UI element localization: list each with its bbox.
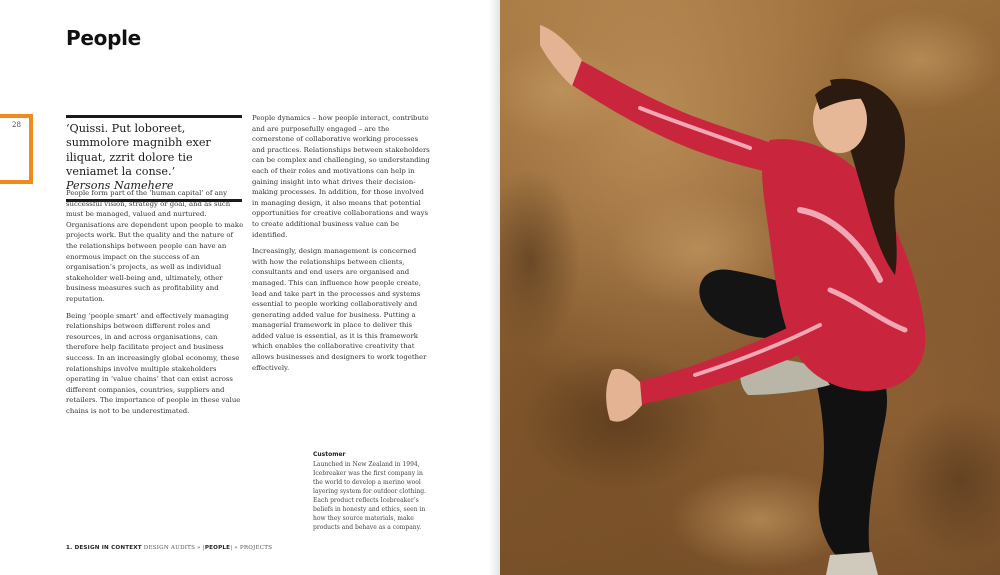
body-paragraph: Increasingly, design management is concerned with how the relationships between clients, consultants and end users are organised and managed. This can influence how people create, lead and take part in the processes and systems essential to people working collaboratively and generating added value for business. Putting a managerial framework in place to deliver this added value is essential, as it is this framework which enables the collaborative creativity that allows businesses and designers to work together effectively. [252,247,427,372]
footer-current-section: PEOPLE [204,545,231,551]
page-number: 28 [12,121,21,129]
quote-text: ‘Quissi. Put loboreet, summolore magnibh exer iliquat, zzrit dolore tie veniamet la conse.’ [66,122,211,178]
body-column-right [252,113,430,379]
page-title: People [66,26,141,50]
quote-author: Persons Namehere [66,179,174,193]
climber-photo [500,0,1000,575]
footer-chapter: 1. DESIGN IN CONTEXT [66,545,142,551]
footer-next-section: » PROJECTS [234,545,273,551]
body-paragraph: People form part of the ‘human capital’ of any successful vision, strategy or goal, and as such must be managed, valued and nurtured. Organisations are dependent upon people to make projects work. But the quality and the nature of the relationships between people can have an enormous impact on the success of an organisation’s projects, as well as individual stakeholder well-being and, ultimately, other business measures such as profitability and reputation. [66,189,244,303]
body-paragraph: People dynamics – how people interact, contribute and are purposefully engaged – are the cornerstone of collaborative working processes and practices. Relationships between stakeholders can be complex and challenging, so understanding each of their roles and motivations can help in gaining insight into what drives their decision-making processes. In addition, for those involved in managing design, it also means that potential opportunities for creative collaborations and ways to create additional business value can be identified. [252,114,430,239]
caption-sidebar [313,450,431,532]
caption-heading: Customer [313,451,346,458]
body-paragraph: Being ‘people smart’ and effectively managing relationships between different roles and resources, in and across organisations, can therefore help facilitate project and business success. In an increasingly global economy, these relationships involve multiple stakeholders operating in ‘value chains’ that can exist across different companies, countries, suppliers and retailers. The importance of people in these value chains is not to be underestimated. [66,311,241,415]
footer-navigation [66,545,272,551]
footer-separator: | [202,545,205,551]
footer-prev-section: DESIGN AUDITS » [143,545,201,551]
gutter-shadow [488,0,500,575]
footer-separator: | [230,545,233,551]
body-column-left [66,188,244,422]
climber-illustration [500,0,1000,575]
caption-text: Launched in New Zealand in 1994, Icebreaker was the first company in the world to develop a merino wool layering system for outdoor clothing. Each product reflects Icebreaker’s beliefs in honesty and ethics, seen in how they source materials, make products and behave as a company. [313,461,426,531]
